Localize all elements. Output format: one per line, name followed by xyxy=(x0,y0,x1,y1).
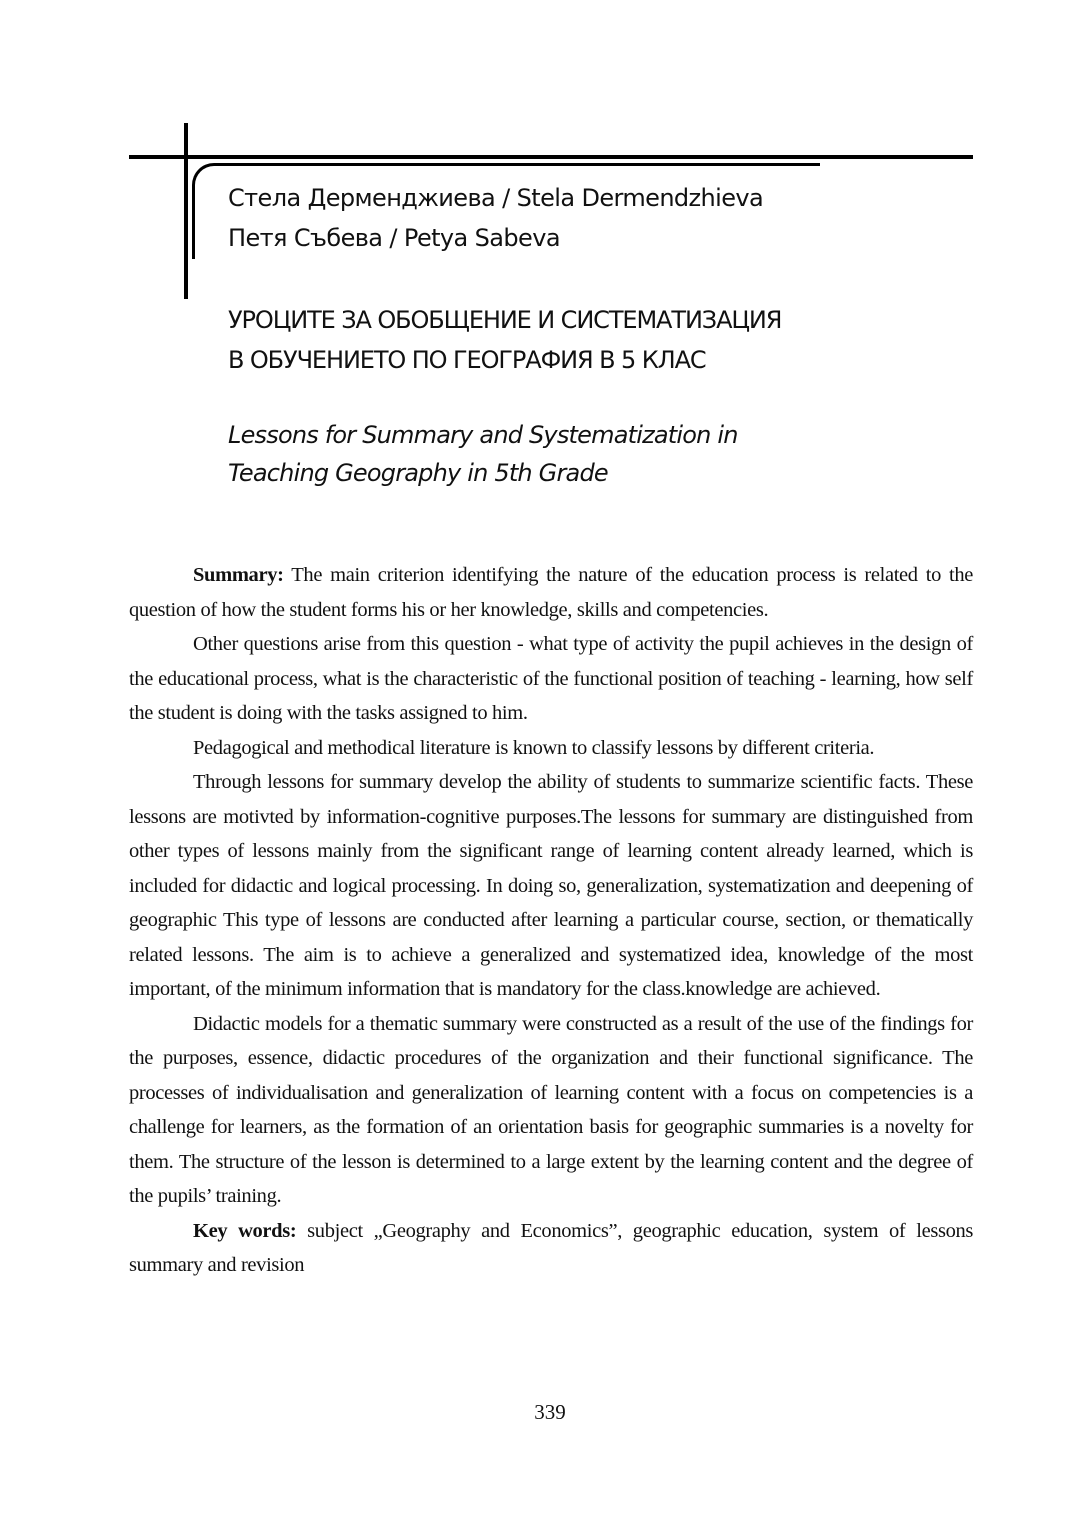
author-name: Стела Дерменджиева / Stela Dermendzhieva xyxy=(228,184,764,212)
title-line: Lessons for Summary and Systematization in xyxy=(228,421,738,449)
keywords-text: subject „Geography and Economics”, geographic education, system of lessons summary and revision xyxy=(129,1219,973,1276)
abstract-paragraph: Didactic models for a thematic summary were constructed as a result of the use of the findings for the purposes, essence, didactic procedures of the organization and their functional significance. The processes of individualisation and generalization of learning content with a focus on competencies is a challenge for learners, as the formation of an orientation basis for geographic summaries is a novelty for them. The structure of the lesson is determined to a large extent by the learning content and the degree of the pupils’ training. xyxy=(129,1012,973,1207)
summary-label: Summary: xyxy=(193,564,284,586)
author-list xyxy=(228,178,763,258)
author-name: Петя Събева / Petya Sabeva xyxy=(228,224,560,252)
title-line: УРОЦИТЕ ЗА ОБОБЩЕНИЕ И СИСТЕМАТИЗАЦИЯ xyxy=(228,306,782,334)
abstract-paragraph xyxy=(129,558,973,627)
title-line: В ОБУЧЕНИЕТО ПО ГЕОГРАФИЯ В 5 КЛАС xyxy=(228,346,706,374)
abstract xyxy=(129,558,973,1283)
abstract-paragraph: Through lessons for summary develop the ability of students to summarize scientific facts. These lessons are motivted by information-cognitive purposes.The lessons for summary are distinguished from other types of lessons mainly from the significant range of learning content already learned, which is included for didactic and logical processing. In doing so, generalization, systematization and deepening of geographic This type of lessons are conducted after learning a particular course, section, or thematically related lessons. The aim is to achieve a generalized and systematized idea, knowledge of the most important, of the minimum information that is mandatory for the class.knowledge are achieved. xyxy=(129,771,973,1000)
abstract-paragraph: Pedagogical and methodical literature is known to classify lessons by different criteria. xyxy=(193,736,875,759)
keywords-paragraph xyxy=(129,1214,973,1283)
header-rule-vertical xyxy=(184,123,188,299)
page-number: 339 xyxy=(534,1400,566,1424)
paragraph-text: The main criterion identifying the nature of the education process is related to the question of how the student forms his or her knowledge, skills and competencies. xyxy=(129,564,973,621)
article-title-bulgarian xyxy=(228,300,781,380)
title-line: Teaching Geography in 5th Grade xyxy=(228,459,608,487)
abstract-paragraph: Other questions arise from this question - what type of activity the pupil achieves in the design of the educational process, what is the characteristic of the functional position of teaching - learning, how self the student is doing with the tasks assigned to him. xyxy=(129,633,973,724)
keywords-label: Key words: xyxy=(193,1219,297,1242)
article-title-english xyxy=(228,416,738,492)
header-rule-horizontal xyxy=(129,155,973,159)
